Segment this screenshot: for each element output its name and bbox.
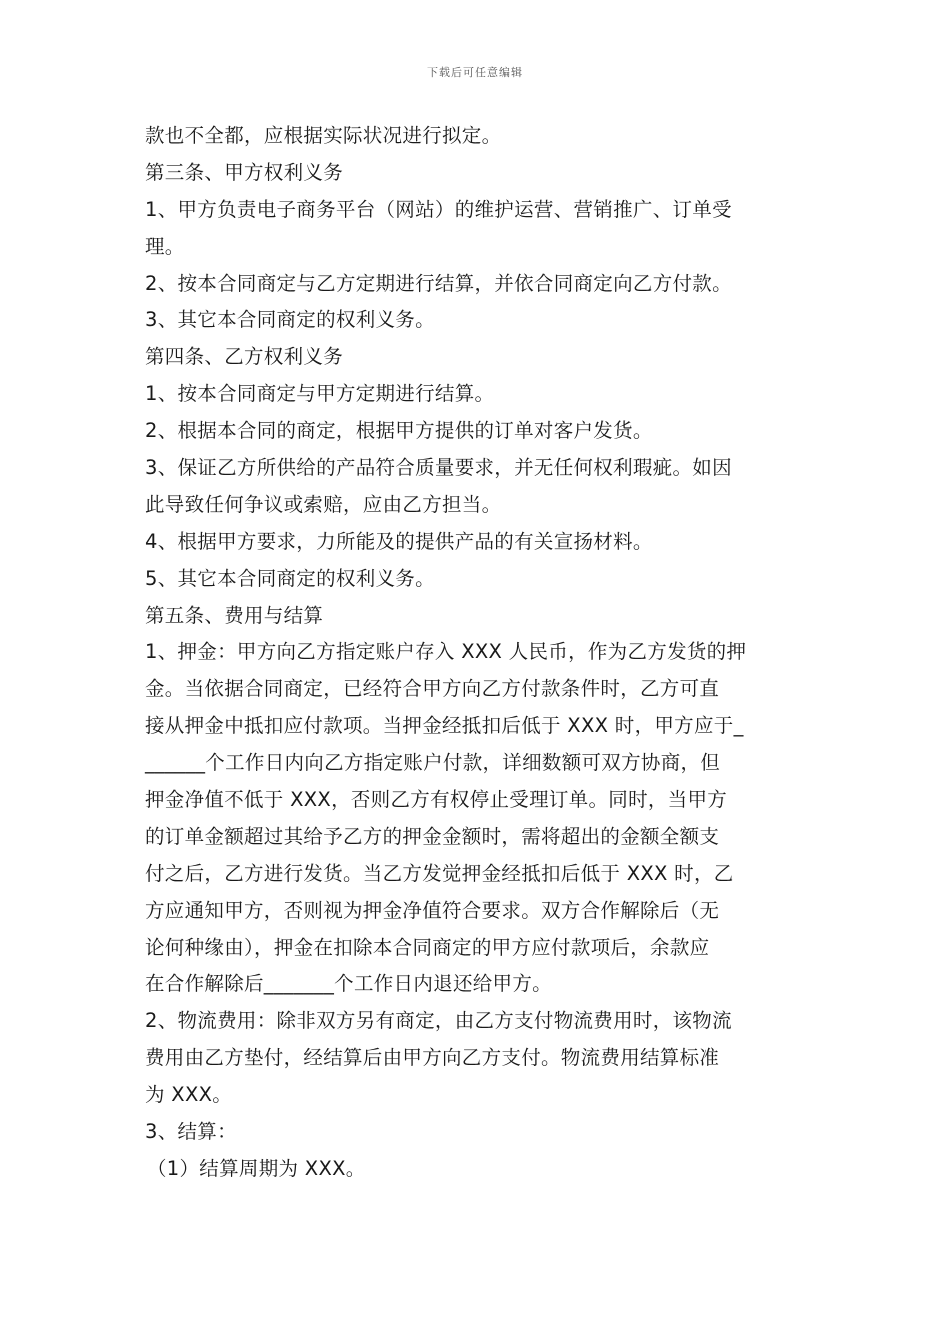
section-heading-article-3: 第三条、甲方权利义务 (145, 160, 344, 184)
paragraph-line: 款也不全都，应根据实际状况进行拟定。 (145, 124, 502, 147)
paragraph-line: 理。 (145, 234, 185, 258)
section-heading-article-4: 第四条、乙方权利义务 (145, 345, 344, 369)
paragraph-line: 4、根据甲方要求，力所能及的提供产品的有关宣扬材料。 (145, 529, 653, 553)
paragraph-line: 为 XXX。 (145, 1083, 233, 1107)
paragraph-line: 费用由乙方垫付，经结算后由甲方向乙方支付。物流费用结算标准 (145, 1046, 720, 1070)
paragraph-line: 付之后，乙方进行发货。当乙方发觉押金经抵扣后低于 XXX 时，乙 (145, 861, 734, 885)
paragraph-line: 押金净值不低于 XXX，否则乙方有权停止受理订单。同时，当甲方 (145, 788, 728, 812)
page-header: 下载后可任意编辑 (427, 66, 523, 79)
paragraph-line: 2、按本合同商定与乙方定期进行结算，并依合同商定向乙方付款。 (145, 271, 732, 295)
paragraph-line: 3、结算： (145, 1120, 237, 1144)
section-heading-article-5: 第五条、费用与结算 (145, 603, 324, 627)
paragraph-line: 接从押金中抵扣应付款项。当押金经抵扣后低于 XXX 时，甲方应于_ (145, 714, 744, 738)
paragraph-line: ______个工作日内向乙方指定账户付款，详细数额可双方协商，但 (145, 751, 721, 775)
paragraph-line: 论何种缘由），押金在扣除本合同商定的甲方应付款项后，余款应 (145, 935, 710, 959)
paragraph-line: 5、其它本合同商定的权利义务。 (145, 566, 435, 590)
paragraph-line: 1、甲方负责电子商务平台（网站）的维护运营、营销推广、订单受 (145, 197, 732, 221)
paragraph-line: 2、根据本合同的商定，根据甲方提供的订单对客户发货。 (145, 419, 653, 443)
paragraph-line: 1、押金：甲方向乙方指定账户存入 XXX 人民币，作为乙方发货的押 (145, 640, 747, 664)
paragraph-line: 此导致任何争议或索赔，应由乙方担当。 (145, 492, 502, 516)
paragraph-line: 方应通知甲方，否则视为押金净值符合要求。双方合作解除后（无 (145, 898, 720, 922)
document-body (145, 118, 813, 1188)
paragraph-line: 金。当依据合同商定，已经符合甲方向乙方付款条件时，乙方可直 (145, 677, 720, 701)
paragraph-line: 2、物流费用：除非双方另有商定，由乙方支付物流费用时，该物流 (145, 1009, 732, 1033)
paragraph-line: 在合作解除后_______个工作日内退还给甲方。 (145, 972, 552, 996)
paragraph-line: 3、保证乙方所供给的产品符合质量要求，并无任何权利瑕疵。如因 (145, 456, 732, 480)
paragraph-line: （1）结算周期为 XXX。 (147, 1156, 366, 1180)
paragraph-line: 的订单金额超过其给予乙方的押金金额时，需将超出的金额全额支 (145, 824, 720, 848)
paragraph-line: 1、按本合同商定与甲方定期进行结算。 (145, 382, 495, 406)
paragraph-line: 3、其它本合同商定的权利义务。 (145, 308, 435, 332)
